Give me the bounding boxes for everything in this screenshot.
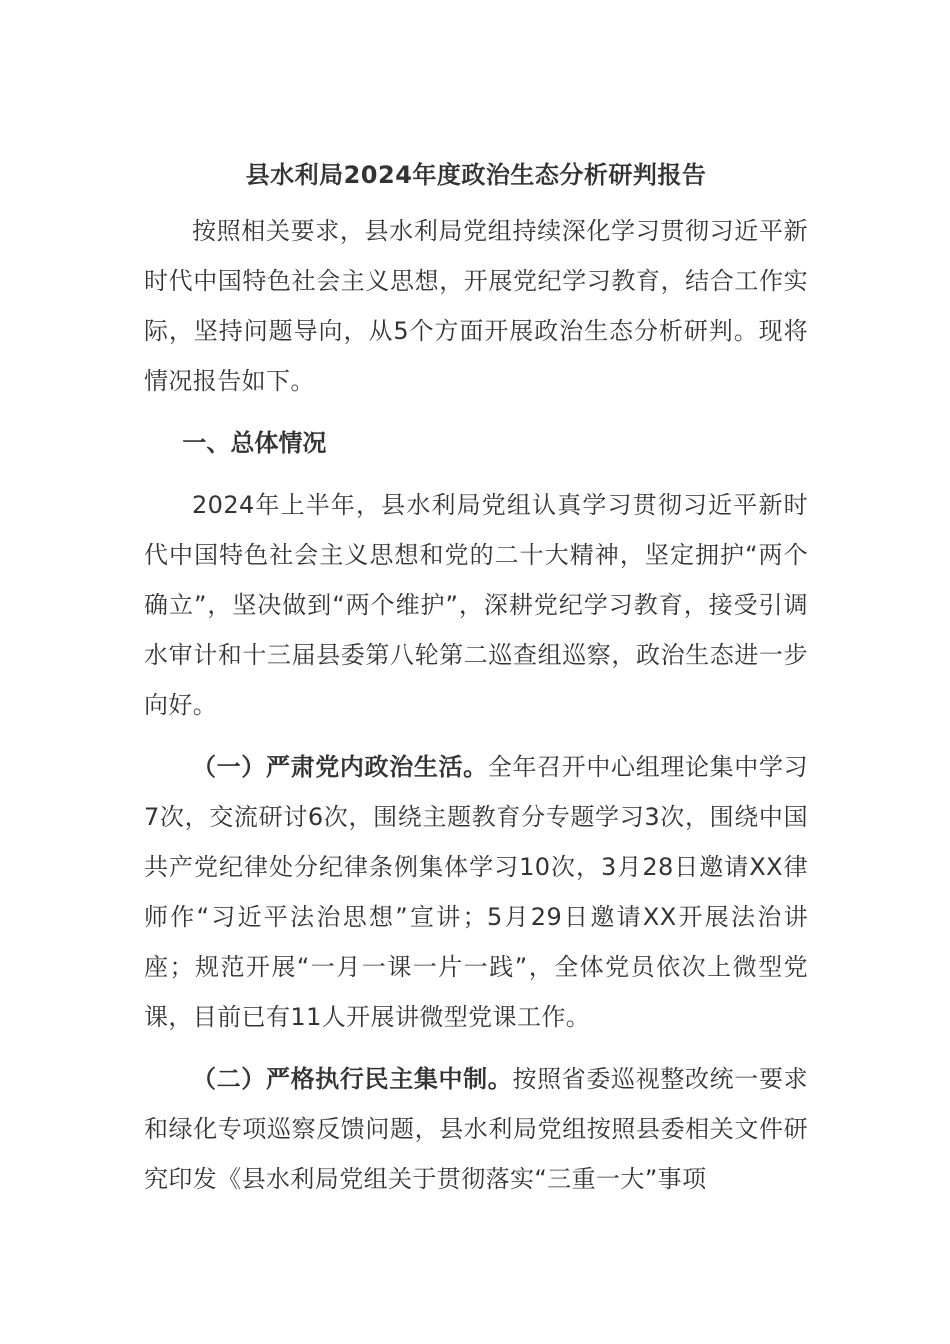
intro-paragraph: 按照相关要求，县水利局党组持续深化学习贯彻习近平新时代中国特色社会主义思想，开展党纪学习教育，结合工作实际，坚持问题导向，从5个方面开展政治生态分析研判。现将情况报告如下。 <box>144 217 808 395</box>
item-paragraph-democratic-centralism <box>144 1054 808 1204</box>
item-lead-democratic-centralism: （二）严格执行民主集中制。 <box>192 1065 513 1093</box>
overview-paragraph: 2024年上半年，县水利局党组认真学习贯彻习近平新时代中国特色社会主义思想和党的二十大精神，坚定拥护“两个确立”，坚决做到“两个维护”，深耕党纪学习教育，接受引调水审计和十三届县委第八轮第二巡查组巡察，政治生态进一步向好。 <box>144 491 808 719</box>
item-text-political-life: 全年召开中心组理论集中学习7次，交流研讨6次，围绕主题教育分专题学习3次，围绕中国共产党纪律处分纪律条例集体学习10次，3月28日邀请XX律师作“习近平法治思想”宣讲；5月29日邀请XX开展法治讲座；规范开展“一月一课一片一践”，全体党员依次上微型党课，目前已有11人开展讲微型党课工作。 <box>144 753 808 1031</box>
item-lead-political-life: （一）严肃党内政治生活。 <box>192 753 488 781</box>
section-heading-overview: 一、总体情况 <box>182 429 327 457</box>
document-page <box>144 148 808 1204</box>
item-paragraph-political-life <box>144 742 808 1042</box>
document-title: 县水利局2024年度政治生态分析研判报告 <box>245 161 707 189</box>
item-text-democratic-centralism: 按照省委巡视整改统一要求和绿化专项巡察反馈问题，县水利局党组按照县委相关文件研究印发《县水利局党组关于贯彻落实“三重一大”事项 <box>144 1065 808 1193</box>
